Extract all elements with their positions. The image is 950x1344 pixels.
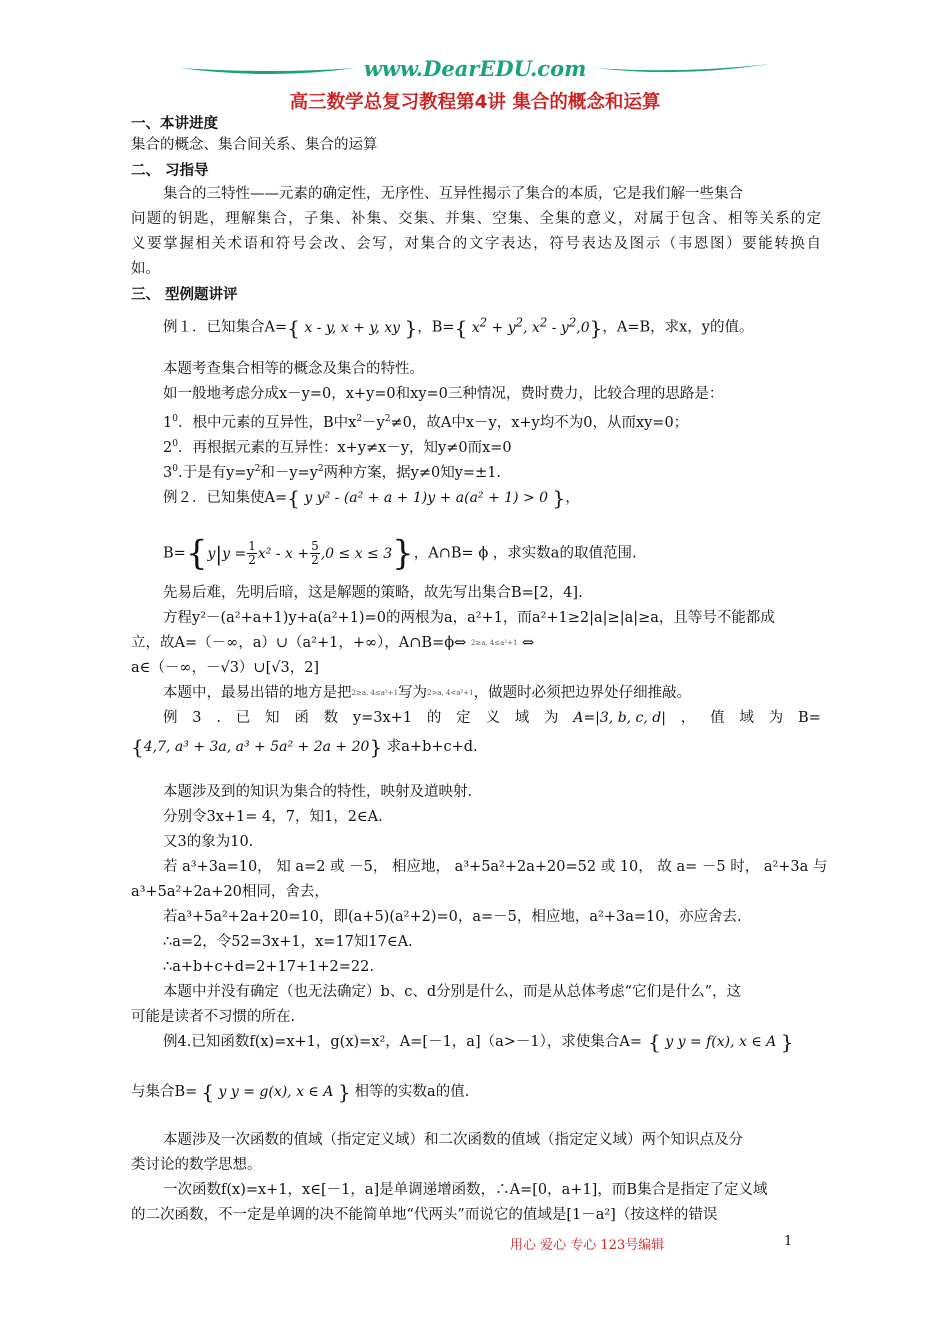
example-3-line: 本题中并没有确定（也无法确定）b、c、d分别是什么，而是从总体考虑“它们是什么”，这 bbox=[163, 984, 742, 1000]
example-4-statement: 例4.已知函数f(x)=x+1，g(x)=x²，A=[－1，a]（a>－1），求使集合A= { y y = f(x), x ∈ A } bbox=[163, 1030, 794, 1054]
inequality-system-image: 2>a, 4<a²+1 bbox=[427, 688, 474, 697]
paragraph-line: 如。 bbox=[131, 261, 160, 277]
example-1-step-1: $1^0$．根中元素的互异性，B中$x^2-y^2\ne 0$，故A中x－y，x+y均不为0，从而xy=0； bbox=[163, 414, 689, 431]
set-a-formula: { x - y, x + y, xy } bbox=[287, 315, 418, 340]
example-3-line: 若a³+5a²+2a+20=10，即(a+5)(a²+2)=0，a=－5，相应地，a²+3a=10，亦应舍去. bbox=[163, 909, 742, 925]
section-heading-progress: 一、本讲进度 bbox=[131, 116, 218, 132]
logo-text: www.DearEDU.com bbox=[363, 56, 587, 81]
example-1-step-3: $3^0$.于是有$y=y^2$和$-y=y^2$两种方案，据y≠0知y=±1. bbox=[163, 464, 502, 481]
right-swoosh-graphic bbox=[595, 64, 770, 72]
example-2-result: a∈（－∞，－√3）∪[√3，2] bbox=[131, 660, 320, 676]
example-4-line: 类讨论的数学思想。 bbox=[131, 1157, 262, 1173]
footer-credit: 用心 爱心 专心 123号编辑 bbox=[510, 1238, 665, 1253]
set-a-inequality: { y y² - (a² + a + 1)y + a(a² + 1) > 0 } bbox=[287, 486, 566, 510]
document-title: 高三数学总复习教程第4讲 集合的概念和运算 bbox=[289, 92, 661, 113]
example-3-line: 分别令3x+1= 4，7，知1，2∈A. bbox=[163, 809, 383, 825]
example-3-statement: 例 3 . 已 知 函 数 y=3x+1 的 定 义 域 为 A=|3, b, c, d| ， 值 域 为 B= bbox=[163, 710, 821, 726]
paragraph-line: 集合的三特性——元素的确定性，无序性、互异性揭示了集合的本质，它是我们解一些集合 bbox=[163, 186, 743, 202]
example-1-question: ，A=B，求x，y的值。 bbox=[602, 319, 754, 336]
example-2-note: 本题中，最易出错的地方是把2≥a, 4≤a²+1写为2>a, 4<a²+1，做题时必须把边界处仔细推敲。 bbox=[163, 685, 692, 701]
example-1-step-2: $2^0$．再根据元素的互异性：x+y≠x－y，知y≠0而x=0 bbox=[163, 439, 512, 456]
inequality-system-image: 2≥a, 4≤a²+1 bbox=[351, 688, 399, 697]
example-1-intro: 例１．已知集合A= bbox=[163, 319, 288, 336]
example-4-line: 本题涉及一次函数的值域（指定定义域）和二次函数的值域（指定定义域）两个知识点及分 bbox=[163, 1132, 743, 1148]
paragraph-line: 问题的钥匙，理解集合，子集、补集、交集、并集、空集、全集的意义，对属于包含、相等关系的定 bbox=[131, 211, 821, 227]
section-heading-guidance: 二、 习指导 bbox=[131, 163, 209, 179]
example-3-line: 又3的象为10. bbox=[163, 834, 254, 850]
inequality-system-image: 2≥a, 4≤a²+1 bbox=[470, 638, 518, 647]
example-3-range-set: {4,7, a³ + 3a, a³ + 5a² + 2a + 20} 求a+b+c+d. bbox=[131, 735, 478, 759]
example-3-line: 本题涉及到的知识为集合的特性，映射及道映射. bbox=[163, 784, 473, 800]
example-2-statement: 例２．已知集使A={ y y² - (a² + a + 1)y + a(a² + 1) > 0 }， bbox=[163, 486, 580, 510]
example-3-line: a³+5a²+2a+20相同，舍去， bbox=[131, 884, 329, 900]
example-2-set-b: B={y|y = $\frac{1}{2}$ x² - x + $\frac{5}{2}$ ,0 ≤ x ≤ 3}，A∩B= ϕ ，求实数a的取值范围. bbox=[163, 533, 637, 574]
example-3-line: 若 a³+3a=10， 知 a=2 或 －5， 相应地， a³+5a²+2a+20=52 或 10， 故 a= －5 时， a²+3a 与 bbox=[163, 859, 828, 875]
example-1-line: 本题考查集合相等的概念及集合的特性。 bbox=[163, 361, 424, 377]
example-4-line: 一次函数f(x)=x+1，x∈[－1，a]是单调递增函数，∴A=[0，a+1]，而B集合是指定了定义域 bbox=[163, 1182, 768, 1198]
example-4-line: 与集合B= { y y = g(x), x ∈ A } 相等的实数a的值. bbox=[131, 1080, 470, 1104]
set-b-formula: { $x^2 + y^2$, $x^2 - y^2,0$} bbox=[454, 315, 603, 340]
example-1-statement bbox=[163, 312, 821, 338]
set-b-label: ，B= bbox=[417, 319, 455, 336]
example-3-line: ∴a=2，令52=3x+1，x=17知17∈A. bbox=[163, 934, 413, 950]
example-1-line: 如一般地考虑分成x－y=0，x+y=0和xy=0三种情况，费时费力，比较合理的思路是： bbox=[163, 386, 724, 402]
example-2-line: 立，故A=（－∞，a）∪（a²+1，+∞），A∩B=ϕ⇔ 2≥a, 4≤a²+1 ⇔ bbox=[131, 635, 535, 651]
example-2-line: 方程y²－(a²+a+1)y+a(a²+1)=0的两根为a，a²+1，而a²+1≥2|a|≥|a|≥a，且等号不能都成 bbox=[163, 610, 775, 626]
example-3-line: ∴a+b+c+d=2+17+1+2=22. bbox=[163, 959, 374, 975]
header-logo bbox=[180, 56, 770, 86]
page-number: 1 bbox=[784, 1234, 793, 1249]
paragraph-line: 义要掌握相关术语和符号会改、会写，对集合的文字表达，符号表达及图示（韦恩图）要能转换自 bbox=[131, 236, 821, 252]
example-3-line: 可能是读者不习惯的所在. bbox=[131, 1009, 296, 1025]
example-2-line: 先易后难，先明后暗，这是解题的策略，故先写出集合B=[2，4]. bbox=[163, 585, 583, 601]
example-2-intro: 例２．已知集使A= bbox=[163, 490, 288, 506]
left-swoosh-graphic bbox=[180, 68, 355, 74]
section-heading-examples: 三、 型例题讲评 bbox=[131, 287, 238, 303]
example-4-line: 的二次函数，不一定是单调的决不能简单地“代两头”而说它的值域是[1－a²]（按这样的错误 bbox=[131, 1207, 718, 1223]
section-text-progress: 集合的概念、集合间关系、集合的运算 bbox=[131, 137, 378, 153]
